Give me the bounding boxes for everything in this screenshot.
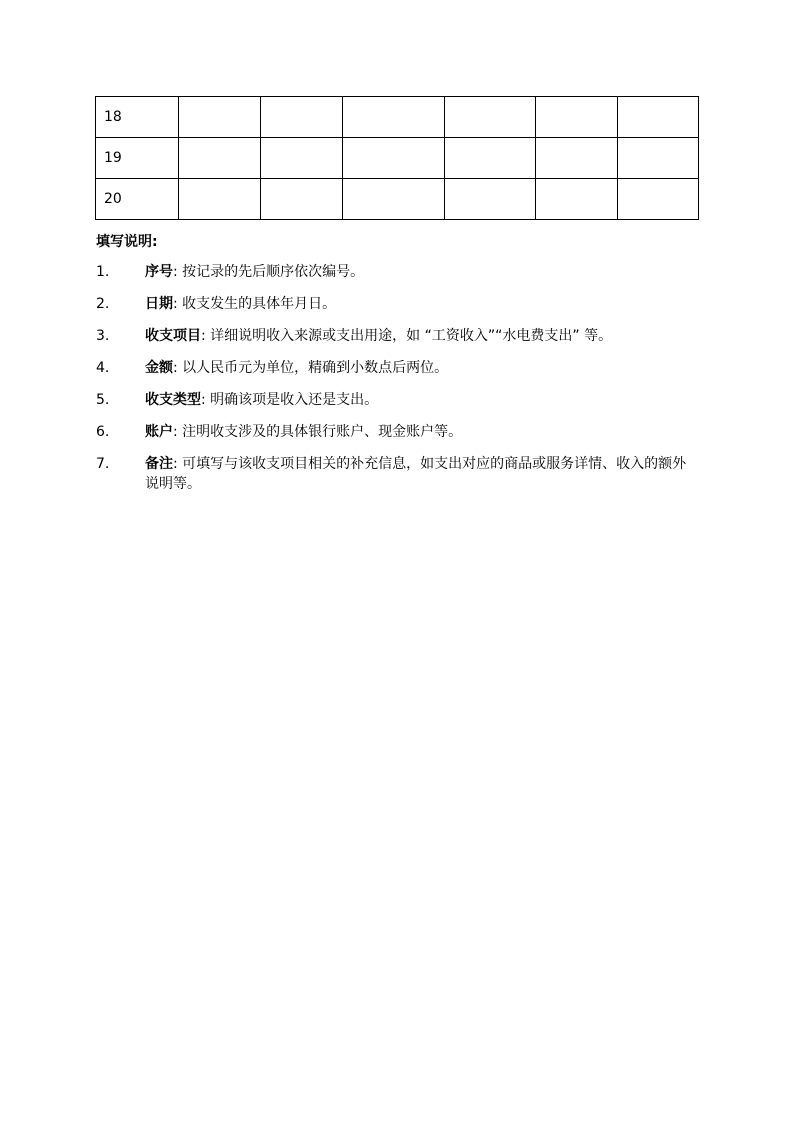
table-cell[interactable] <box>179 179 261 220</box>
list-item <box>96 262 700 282</box>
item-term: 日期 <box>145 296 173 312</box>
item-number: 5. <box>96 392 110 408</box>
table-cell[interactable] <box>618 97 699 138</box>
instructions-list <box>96 262 700 494</box>
table-row <box>96 179 699 220</box>
item-term: 备注 <box>145 456 173 472</box>
item-term: 收支项目 <box>145 328 201 344</box>
item-body <box>145 326 700 346</box>
item-term: 账户 <box>145 424 173 440</box>
item-description: 注明收支涉及的具体银行账户、现金账户等。 <box>182 424 463 440</box>
item-description: 按记录的先后顺序依次编号。 <box>182 264 365 280</box>
item-description: 可填写与该收支项目相关的补充信息，如支出对应的商品或服务详情、收入的额外说明等。 <box>145 456 687 492</box>
item-body <box>145 262 700 282</box>
item-number: 6. <box>96 424 110 440</box>
ledger-table <box>95 96 699 220</box>
table-cell[interactable] <box>445 97 536 138</box>
item-term: 金额 <box>145 360 173 376</box>
table-cell[interactable] <box>261 138 343 179</box>
table-cell[interactable] <box>536 97 618 138</box>
item-separator: : <box>173 360 178 376</box>
table-cell-index[interactable]: 20 <box>96 179 179 220</box>
item-number: 2. <box>96 296 110 312</box>
item-term: 序号 <box>145 264 173 280</box>
item-description: 详细说明收入来源或支出用途，如 “工资收入”“水电费支出” 等。 <box>210 328 613 344</box>
fill-instructions <box>96 232 700 506</box>
list-item <box>96 454 700 494</box>
item-number: 7. <box>96 456 110 472</box>
table-cell[interactable] <box>536 138 618 179</box>
item-separator: : <box>173 456 178 472</box>
item-term: 收支类型 <box>145 392 201 408</box>
table-cell[interactable] <box>179 138 261 179</box>
table-cell[interactable] <box>343 97 445 138</box>
item-body <box>145 422 700 442</box>
table-cell[interactable] <box>618 179 699 220</box>
table-cell-index[interactable]: 18 <box>96 97 179 138</box>
table-row <box>96 97 699 138</box>
table-cell-index[interactable]: 19 <box>96 138 179 179</box>
item-number: 4. <box>96 360 110 376</box>
item-description: 收支发生的具体年月日。 <box>182 296 337 312</box>
list-item <box>96 358 700 378</box>
item-number: 3. <box>96 328 110 344</box>
item-separator: : <box>173 424 178 440</box>
item-description: 以人民币元为单位，精确到小数点后两位。 <box>182 360 449 376</box>
item-description: 明确该项是收入还是支出。 <box>210 392 379 408</box>
item-body <box>145 294 700 314</box>
item-number: 1. <box>96 264 110 280</box>
table-cell[interactable] <box>618 138 699 179</box>
table-cell[interactable] <box>445 179 536 220</box>
item-separator: : <box>201 328 206 344</box>
table-cell[interactable] <box>536 179 618 220</box>
item-separator: : <box>173 296 178 312</box>
list-item <box>96 422 700 442</box>
table-cell[interactable] <box>343 138 445 179</box>
item-body <box>145 454 700 494</box>
table-cell[interactable] <box>445 138 536 179</box>
list-item <box>96 326 700 346</box>
table-cell[interactable] <box>261 179 343 220</box>
item-body <box>145 390 700 410</box>
item-separator: : <box>201 392 206 408</box>
list-item <box>96 390 700 410</box>
item-body <box>145 358 700 378</box>
table-cell[interactable] <box>179 97 261 138</box>
instructions-heading: 填写说明: <box>96 234 158 250</box>
item-separator: : <box>173 264 178 280</box>
table-cell[interactable] <box>343 179 445 220</box>
table-cell[interactable] <box>261 97 343 138</box>
list-item <box>96 294 700 314</box>
table-row <box>96 138 699 179</box>
